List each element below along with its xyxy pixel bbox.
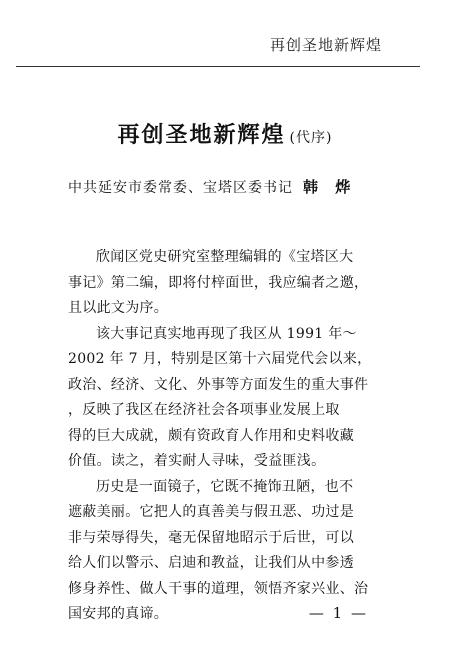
author-line [68, 176, 356, 197]
page-title: 再创圣地新辉煌 [117, 122, 286, 148]
body-text [68, 245, 398, 628]
title-block [0, 118, 450, 149]
paragraph-line: 欣闻区党史研究室整理编辑的《宝塔区大 [96, 249, 354, 265]
paragraph-line: 修身养性、做人干事的道理，领悟齐家兴业、治 [68, 580, 369, 597]
paragraph-line: ，反映了我区在经济社会各项事业发展上取 [68, 402, 340, 418]
paragraph-line: 价值。读之，着实耐人寻味，受益匪浅。 [68, 453, 326, 469]
paragraph-line: 该大事记真实地再现了我区从 1991 年～ [96, 325, 357, 342]
header-rule [16, 66, 420, 67]
paragraph-line: 且以此文为序。 [68, 300, 169, 316]
author-name: 韩 烨 [303, 178, 357, 196]
paragraph-line: 政治、经济、文化、外事等方面发生的重大事件 [68, 376, 369, 393]
paragraph-line: 非与荣辱得失，毫无保留地昭示于后世，可以 [68, 529, 354, 546]
paragraph-line: 遮蔽美丽。它把人的真善美与假丑恶、功过是 [68, 504, 354, 520]
title-note: (代序) [289, 130, 333, 146]
paragraph-line: 2002 年 7 月，特别是区第十六届党代会以来， [68, 351, 372, 367]
paragraph-line: 历史是一面镜子，它既不掩饰丑陋，也不 [96, 478, 354, 495]
author-role: 中共延安市委常委、宝塔区委书记 [68, 180, 293, 196]
paragraph-line: 国安邦的真谛。 [68, 606, 169, 622]
paragraph-line: 事记》第二编，即将付梓面世，我应编者之邀， [68, 274, 369, 291]
paragraph-line: 给人们以警示、启迪和教益，让我们从中参透 [68, 555, 354, 571]
paragraph-line: 得的巨大成就，颇有资政育人作用和史料收藏 [68, 427, 354, 444]
running-header: 再创圣地新辉煌 [269, 36, 382, 54]
page-number: — 1 — [308, 604, 368, 622]
